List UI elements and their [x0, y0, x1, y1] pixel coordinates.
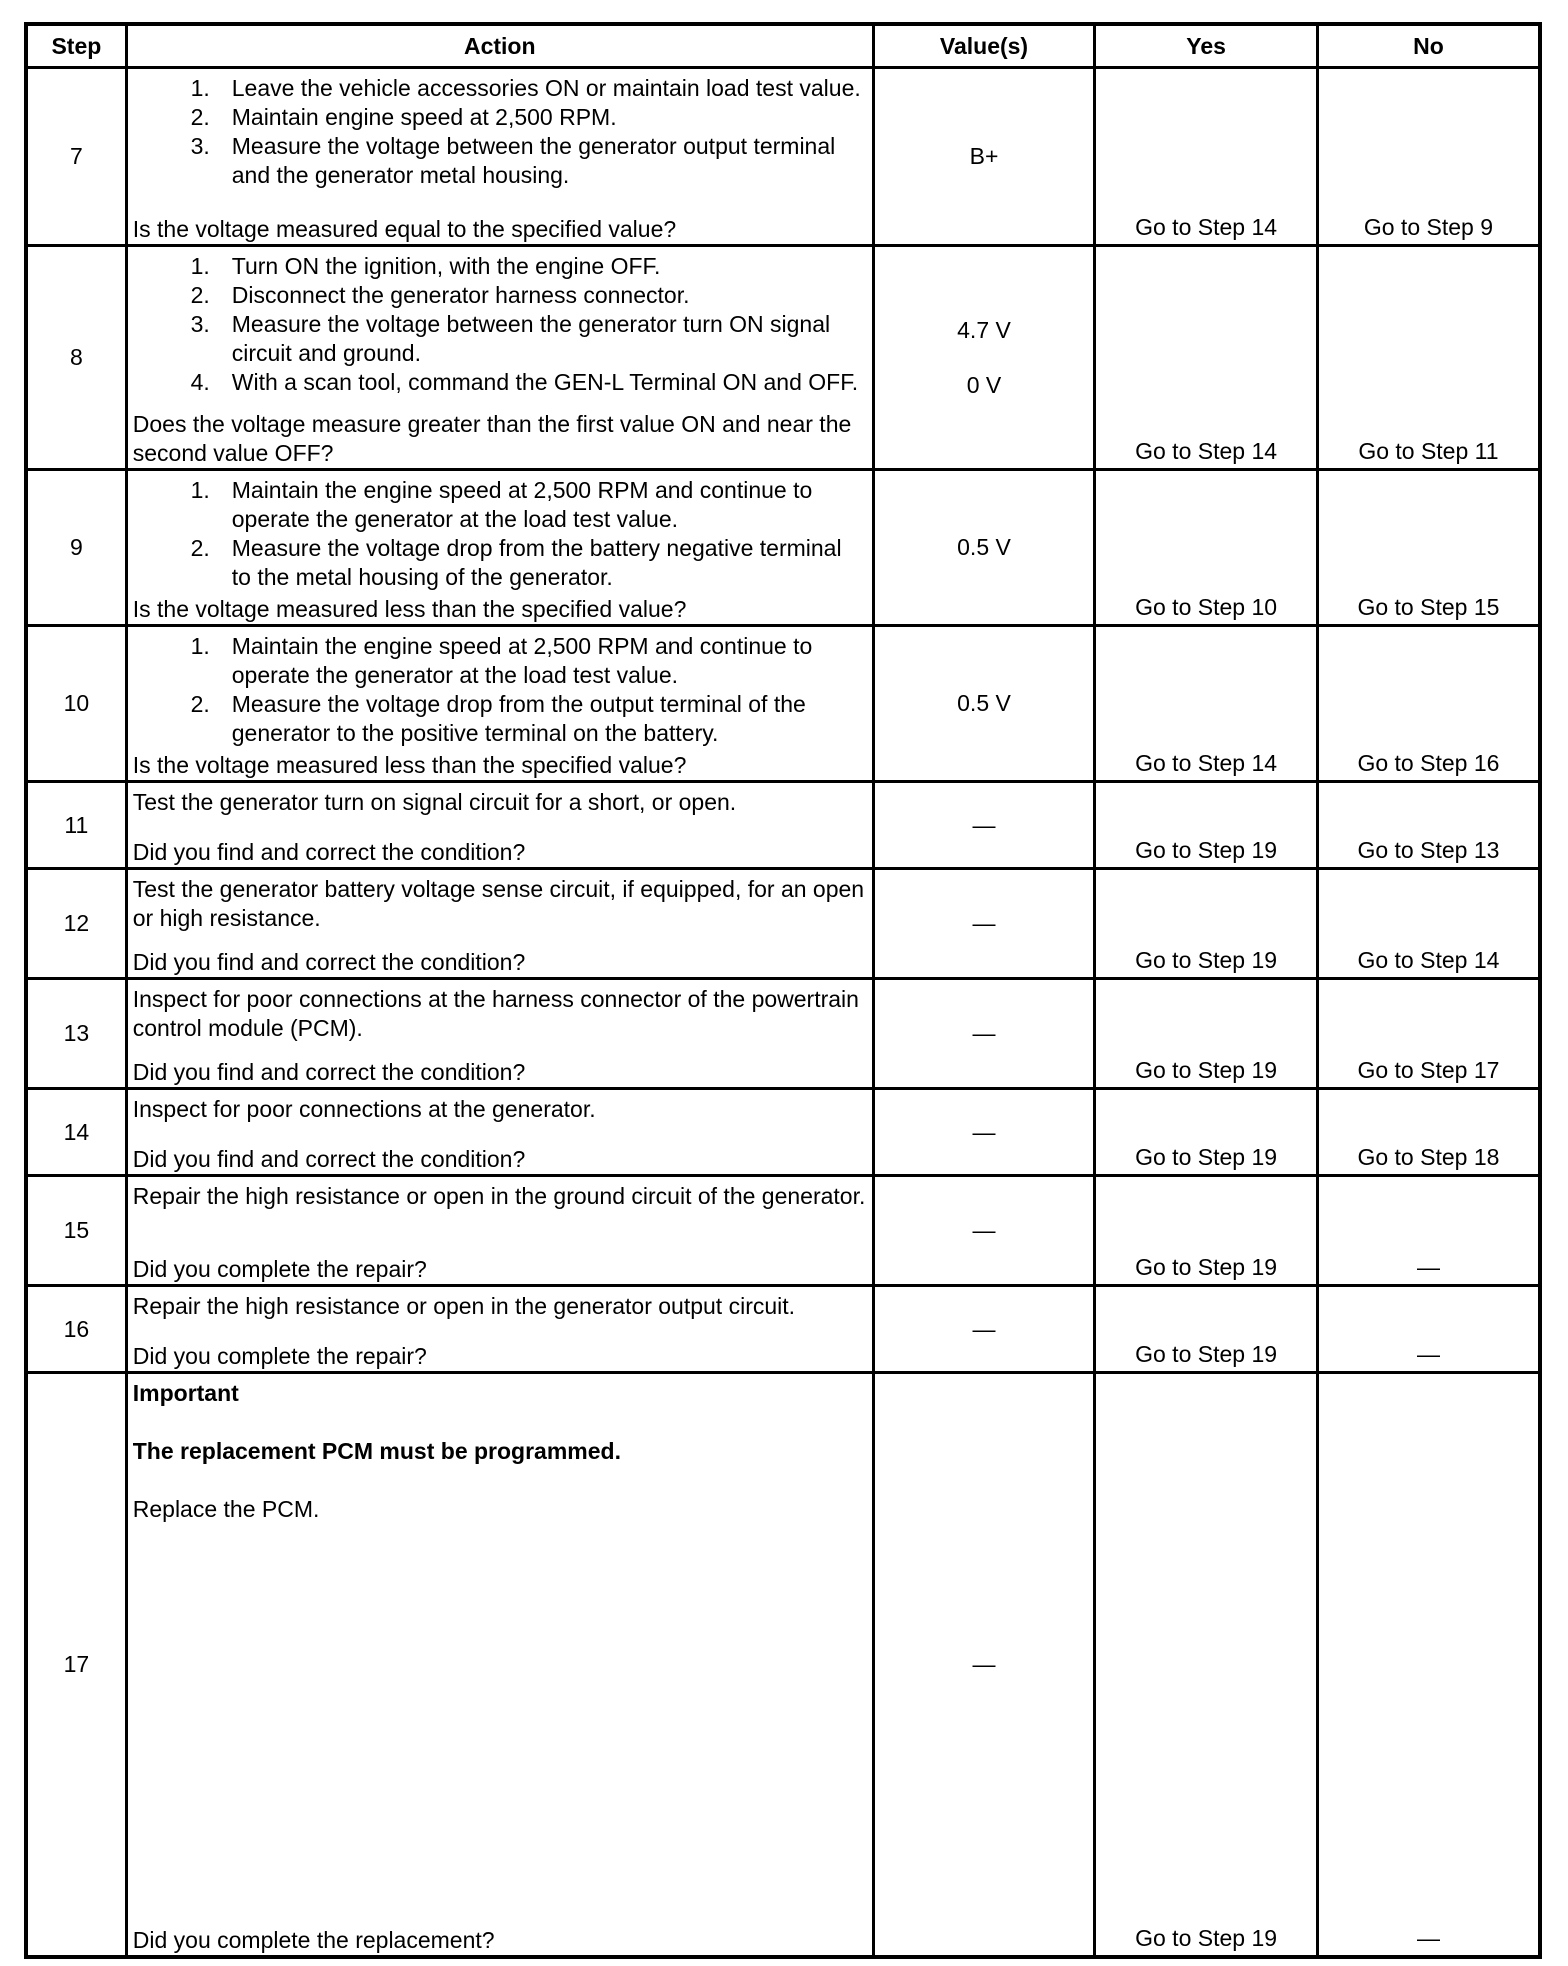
list-item: 1. Maintain the engine speed at 2,500 RPM and continue to operate the generator at the load test value.	[190, 633, 813, 688]
list-item: 2. Maintain engine speed at 2,500 RPM.	[190, 104, 617, 130]
list-item: 4. With a scan tool, command the GEN-L Terminal ON and OFF.	[190, 369, 859, 395]
action-question: Did you complete the repair?	[132, 1256, 427, 1282]
yes-cell: Go to Step 19	[1095, 782, 1318, 869]
step-number: 16	[26, 1286, 126, 1373]
no-cell: Go to Step 15	[1317, 470, 1540, 626]
action-question: Did you find and correct the condition?	[132, 1059, 526, 1085]
table-row	[26, 1373, 1540, 1958]
action-steps	[133, 476, 866, 592]
no-cell: Go to Step 11	[1317, 246, 1540, 470]
table-row	[26, 979, 1540, 1089]
action-cell	[126, 68, 873, 246]
step-number: 7	[26, 68, 126, 246]
list-item: 2. Measure the voltage drop from the output terminal of the generator to the positive terminal on the battery.	[190, 691, 806, 746]
no-cell: Go to Step 13	[1317, 782, 1540, 869]
value-cell: —	[873, 1286, 1095, 1373]
step-number: 8	[26, 246, 126, 470]
header-values: Value(s)	[873, 24, 1095, 68]
yes-cell: Go to Step 19	[1095, 869, 1318, 979]
list-item: 2. Measure the voltage drop from the battery negative terminal to the metal housing of the generator.	[190, 535, 842, 590]
value-cell: —	[873, 1176, 1095, 1286]
action-question: Did you find and correct the condition?	[132, 839, 526, 865]
yes-cell: Go to Step 14	[1095, 626, 1318, 782]
table-row	[26, 626, 1540, 782]
action-question: Is the voltage measured equal to the specified value?	[132, 216, 677, 242]
action-text: Test the generator battery voltage sense circuit, if equipped, for an open or high resistance.	[132, 876, 865, 931]
important-note: The replacement PCM must be programmed.	[132, 1438, 621, 1464]
action-text: Repair the high resistance or open in the ground circuit of the generator.	[132, 1183, 866, 1209]
action-cell	[126, 1089, 873, 1176]
list-item: 1. Leave the vehicle accessories ON or maintain load test value.	[190, 75, 861, 101]
value-cell: —	[873, 1089, 1095, 1176]
action-cell	[126, 782, 873, 869]
header-row	[26, 24, 1540, 68]
value-cell	[873, 246, 1095, 470]
list-item: 2. Disconnect the generator harness connector.	[190, 282, 690, 308]
table-row	[26, 246, 1540, 470]
yes-cell: Go to Step 14	[1095, 246, 1318, 470]
no-cell: Go to Step 9	[1317, 68, 1540, 246]
step-number: 11	[26, 782, 126, 869]
action-text: Inspect for poor connections at the generator.	[132, 1096, 596, 1122]
no-cell: Go to Step 18	[1317, 1089, 1540, 1176]
action-cell	[126, 1286, 873, 1373]
value-cell: B+	[873, 68, 1095, 246]
action-question: Does the voltage measure greater than the first value ON and near the second value OFF?	[132, 411, 852, 466]
step-number: 15	[26, 1176, 126, 1286]
list-item: 1. Maintain the engine speed at 2,500 RPM and continue to operate the generator at the load test value.	[190, 477, 813, 532]
table-row	[26, 470, 1540, 626]
action-cell	[126, 1176, 873, 1286]
header-action: Action	[126, 24, 873, 68]
list-item: 1. Turn ON the ignition, with the engine OFF.	[190, 253, 661, 279]
header-no: No	[1317, 24, 1540, 68]
no-cell: —	[1317, 1176, 1540, 1286]
value-cell: —	[873, 979, 1095, 1089]
value-off: 0 V	[966, 371, 1002, 398]
action-text: Inspect for poor connections at the harness connector of the powertrain control module (PCM).	[132, 986, 859, 1041]
yes-cell: Go to Step 10	[1095, 470, 1318, 626]
action-question: Did you complete the repair?	[132, 1343, 427, 1369]
step-number: 14	[26, 1089, 126, 1176]
table-row	[26, 1089, 1540, 1176]
action-question: Is the voltage measured less than the specified value?	[132, 752, 687, 778]
important-heading: Important	[132, 1380, 239, 1406]
action-text: Replace the PCM.	[132, 1496, 320, 1522]
yes-cell: Go to Step 19	[1095, 1089, 1318, 1176]
action-steps	[133, 74, 866, 190]
step-number: 10	[26, 626, 126, 782]
no-cell: —	[1317, 1373, 1540, 1958]
action-question: Did you find and correct the condition?	[132, 1146, 526, 1172]
action-steps	[133, 252, 866, 397]
yes-cell: Go to Step 14	[1095, 68, 1318, 246]
yes-cell: Go to Step 19	[1095, 1373, 1318, 1958]
value-cell: 0.5 V	[873, 626, 1095, 782]
no-cell: Go to Step 16	[1317, 626, 1540, 782]
header-yes: Yes	[1095, 24, 1318, 68]
no-cell: Go to Step 14	[1317, 869, 1540, 979]
step-number: 12	[26, 869, 126, 979]
no-cell: Go to Step 17	[1317, 979, 1540, 1089]
action-cell	[126, 246, 873, 470]
action-steps	[133, 632, 866, 748]
value-on: 4.7 V	[957, 316, 1011, 343]
table-row	[26, 869, 1540, 979]
action-question: Did you find and correct the condition?	[132, 949, 526, 975]
table-row	[26, 1286, 1540, 1373]
table-row	[26, 782, 1540, 869]
action-cell	[126, 1373, 873, 1958]
no-cell: —	[1317, 1286, 1540, 1373]
action-cell	[126, 979, 873, 1089]
step-number: 17	[26, 1373, 126, 1958]
yes-cell: Go to Step 19	[1095, 979, 1318, 1089]
action-text: Repair the high resistance or open in the generator output circuit.	[132, 1293, 796, 1319]
action-text: Test the generator turn on signal circuit for a short, or open.	[132, 789, 737, 815]
list-item: 3. Measure the voltage between the generator turn ON signal circuit and ground.	[190, 311, 831, 366]
diagnostic-table	[24, 22, 1542, 1959]
table-row	[26, 68, 1540, 246]
value-cell: —	[873, 782, 1095, 869]
step-number: 13	[26, 979, 126, 1089]
step-number: 9	[26, 470, 126, 626]
table-row	[26, 1176, 1540, 1286]
list-item: 3. Measure the voltage between the generator output terminal and the generator metal housing.	[190, 133, 836, 188]
action-cell	[126, 470, 873, 626]
header-step: Step	[26, 24, 126, 68]
value-cell: —	[873, 1373, 1095, 1958]
action-question: Did you complete the replacement?	[132, 1927, 495, 1953]
yes-cell: Go to Step 19	[1095, 1176, 1318, 1286]
value-cell: —	[873, 869, 1095, 979]
value-cell: 0.5 V	[873, 470, 1095, 626]
action-cell	[126, 626, 873, 782]
action-cell	[126, 869, 873, 979]
action-question: Is the voltage measured less than the specified value?	[132, 596, 687, 622]
yes-cell: Go to Step 19	[1095, 1286, 1318, 1373]
